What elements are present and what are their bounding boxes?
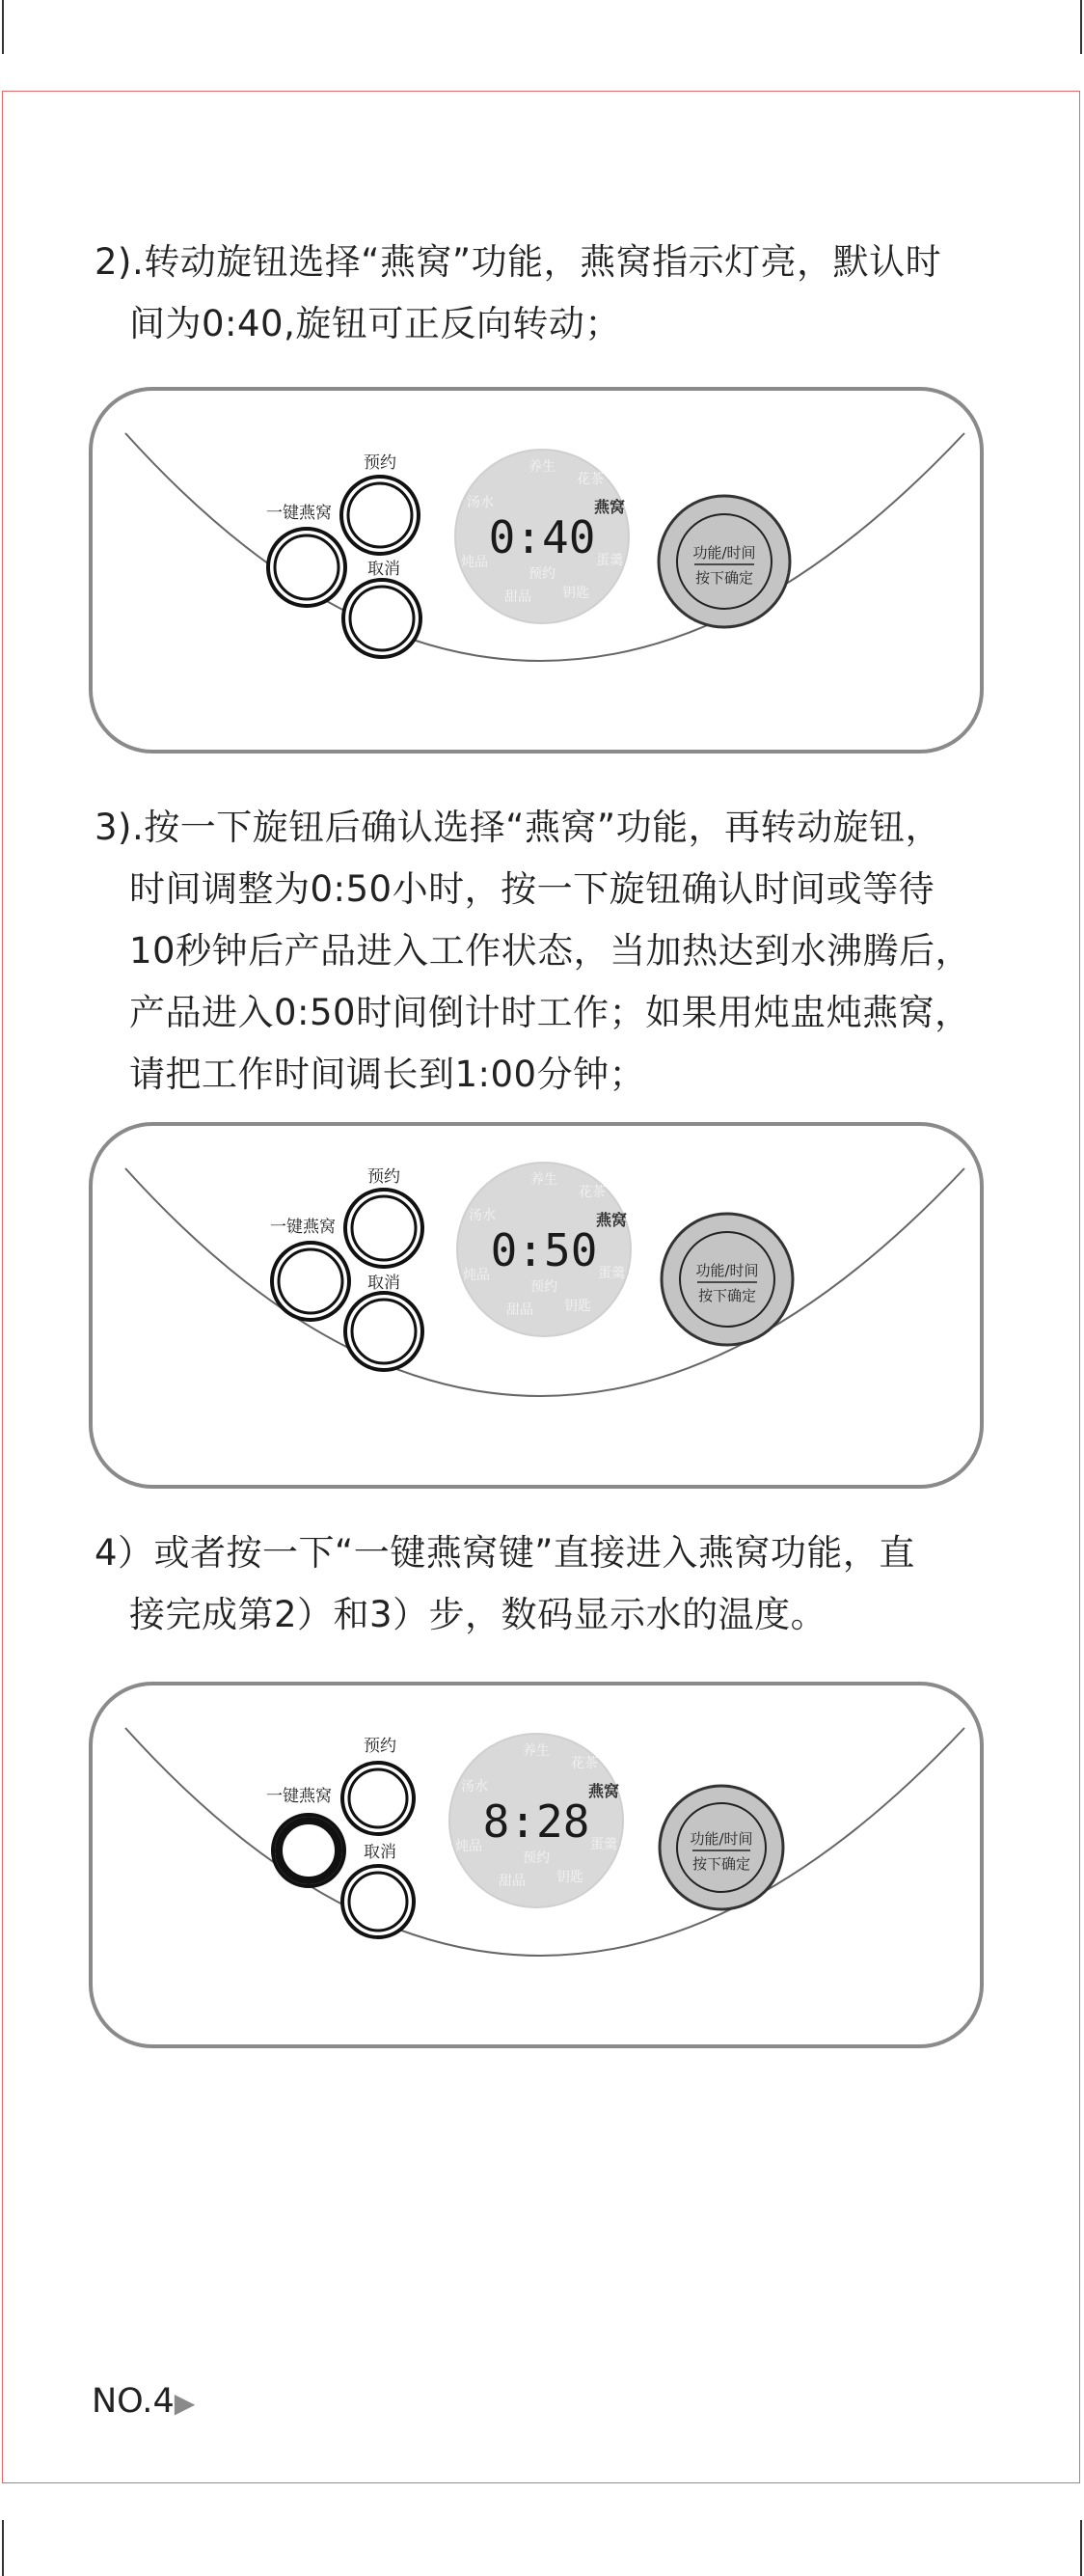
step-3-text xyxy=(95,797,1001,1106)
cancel-button[interactable] xyxy=(342,1866,414,1937)
reserve-button[interactable] xyxy=(341,477,419,554)
time-display: 0:40 xyxy=(488,511,596,563)
svg-text:炖品: 炖品 xyxy=(463,1268,490,1283)
crop-mark-top-right xyxy=(1080,0,1082,54)
step-3-line-4: 产品进入0:50时间倒计时工作；如果用炖盅炖燕窝， xyxy=(129,992,971,1033)
svg-text:预约: 预约 xyxy=(530,1279,557,1295)
step-4-line-2: 接完成第2）和3）步，数码显示水的温度。 xyxy=(129,1594,827,1635)
step-3-line-5: 请把工作时间调长到1:00分钟； xyxy=(129,1054,646,1095)
step-4-line-1: 4）或者按一下“一键燕窝键”直接进入燕窝功能，直 xyxy=(95,1532,915,1574)
time-display: 0:50 xyxy=(490,1224,598,1276)
step-2-line-1: 2).转动旋钮选择“燕窝”功能，燕窝指示灯亮，默认时 xyxy=(95,241,942,283)
svg-text:花茶: 花茶 xyxy=(577,472,604,487)
svg-text:预约: 预约 xyxy=(528,566,556,582)
bird-nest-indicator: 燕窝 xyxy=(595,1211,628,1229)
next-arrow-icon: ▶ xyxy=(174,2387,196,2419)
knob-top-label: 功能/时间 xyxy=(690,1830,753,1848)
function-time-knob[interactable] xyxy=(662,1214,793,1345)
svg-text:炖品: 炖品 xyxy=(461,555,488,570)
svg-text:预约: 预约 xyxy=(523,1850,550,1866)
knob-bottom-label: 按下确定 xyxy=(694,569,754,587)
svg-text:养生: 养生 xyxy=(530,1172,557,1188)
knob-bottom-label: 按下确定 xyxy=(697,1287,757,1304)
knob-top-label: 功能/时间 xyxy=(692,544,756,562)
control-panel-1 xyxy=(89,387,984,754)
step-2-line-2: 间为0:40,旋钮可正反向转动； xyxy=(129,303,621,344)
reserve-label: 预约 xyxy=(364,1737,396,1756)
svg-text:甜品: 甜品 xyxy=(499,1874,526,1889)
one-key-label: 一键燕窝 xyxy=(266,504,332,523)
function-dial[interactable] xyxy=(449,1734,623,1907)
svg-text:炖品: 炖品 xyxy=(455,1839,482,1854)
function-time-knob[interactable] xyxy=(660,1786,783,1909)
one-key-bird-nest-button[interactable] xyxy=(268,529,345,606)
svg-text:养生: 养生 xyxy=(523,1743,550,1759)
svg-text:养生: 养生 xyxy=(528,459,556,475)
step-2-text xyxy=(95,232,1001,355)
svg-text:钥匙: 钥匙 xyxy=(562,586,589,601)
step-3-line-1: 3).按一下旋钮后确认选择“燕窝”功能，再转动旋钮， xyxy=(95,807,942,848)
svg-text:花茶: 花茶 xyxy=(579,1185,606,1200)
page-number-text: NO.4 xyxy=(92,2382,175,2421)
cancel-button[interactable] xyxy=(345,1293,422,1370)
one-key-label: 一键燕窝 xyxy=(266,1787,332,1806)
svg-text:甜品: 甜品 xyxy=(506,1302,533,1318)
bird-nest-indicator: 燕窝 xyxy=(587,1782,620,1800)
temperature-display: 8:28 xyxy=(482,1795,590,1848)
step-3-line-2: 时间调整为0:50小时，按一下旋钮确认时间或等待 xyxy=(129,868,935,910)
svg-text:钥匙: 钥匙 xyxy=(556,1870,583,1885)
cancel-label: 取消 xyxy=(367,1274,400,1293)
svg-text:甜品: 甜品 xyxy=(504,589,531,605)
one-key-bird-nest-button[interactable] xyxy=(272,1243,349,1320)
crop-mark-bottom-right xyxy=(1080,2520,1082,2576)
step-3-line-3: 10秒钟后产品进入工作状态，当加热达到水沸腾后， xyxy=(129,930,972,972)
cancel-label: 取消 xyxy=(367,560,400,579)
control-panel-2 xyxy=(89,1122,984,1489)
cancel-button[interactable] xyxy=(343,580,420,657)
reserve-label: 预约 xyxy=(364,453,396,473)
svg-text:汤水: 汤水 xyxy=(469,1208,496,1223)
svg-text:蛋羹: 蛋羹 xyxy=(590,1837,617,1852)
crop-mark-top-left xyxy=(2,0,4,54)
control-panel-3 xyxy=(89,1682,984,2048)
function-dial[interactable] xyxy=(455,450,629,623)
svg-text:蛋羹: 蛋羹 xyxy=(596,553,623,568)
knob-bottom-label: 按下确定 xyxy=(691,1855,751,1873)
crop-mark-bottom-left xyxy=(2,2520,4,2576)
bird-nest-indicator: 燕窝 xyxy=(593,498,626,516)
cancel-label: 取消 xyxy=(364,1843,396,1862)
svg-text:钥匙: 钥匙 xyxy=(564,1299,591,1314)
one-key-label: 一键燕窝 xyxy=(270,1218,336,1237)
reserve-label: 预约 xyxy=(367,1167,400,1187)
svg-text:蛋羹: 蛋羹 xyxy=(598,1266,625,1281)
svg-text:花茶: 花茶 xyxy=(571,1756,598,1771)
page-number xyxy=(92,2382,195,2421)
knob-top-label: 功能/时间 xyxy=(695,1262,759,1279)
function-dial[interactable] xyxy=(457,1163,631,1336)
one-key-bird-nest-button-pressed[interactable] xyxy=(273,1815,344,1886)
reserve-button[interactable] xyxy=(345,1190,422,1267)
step-4-text xyxy=(95,1522,1001,1646)
svg-text:汤水: 汤水 xyxy=(461,1779,488,1795)
reserve-button[interactable] xyxy=(342,1763,414,1834)
function-time-knob[interactable] xyxy=(659,496,790,627)
svg-text:汤水: 汤水 xyxy=(467,495,494,510)
